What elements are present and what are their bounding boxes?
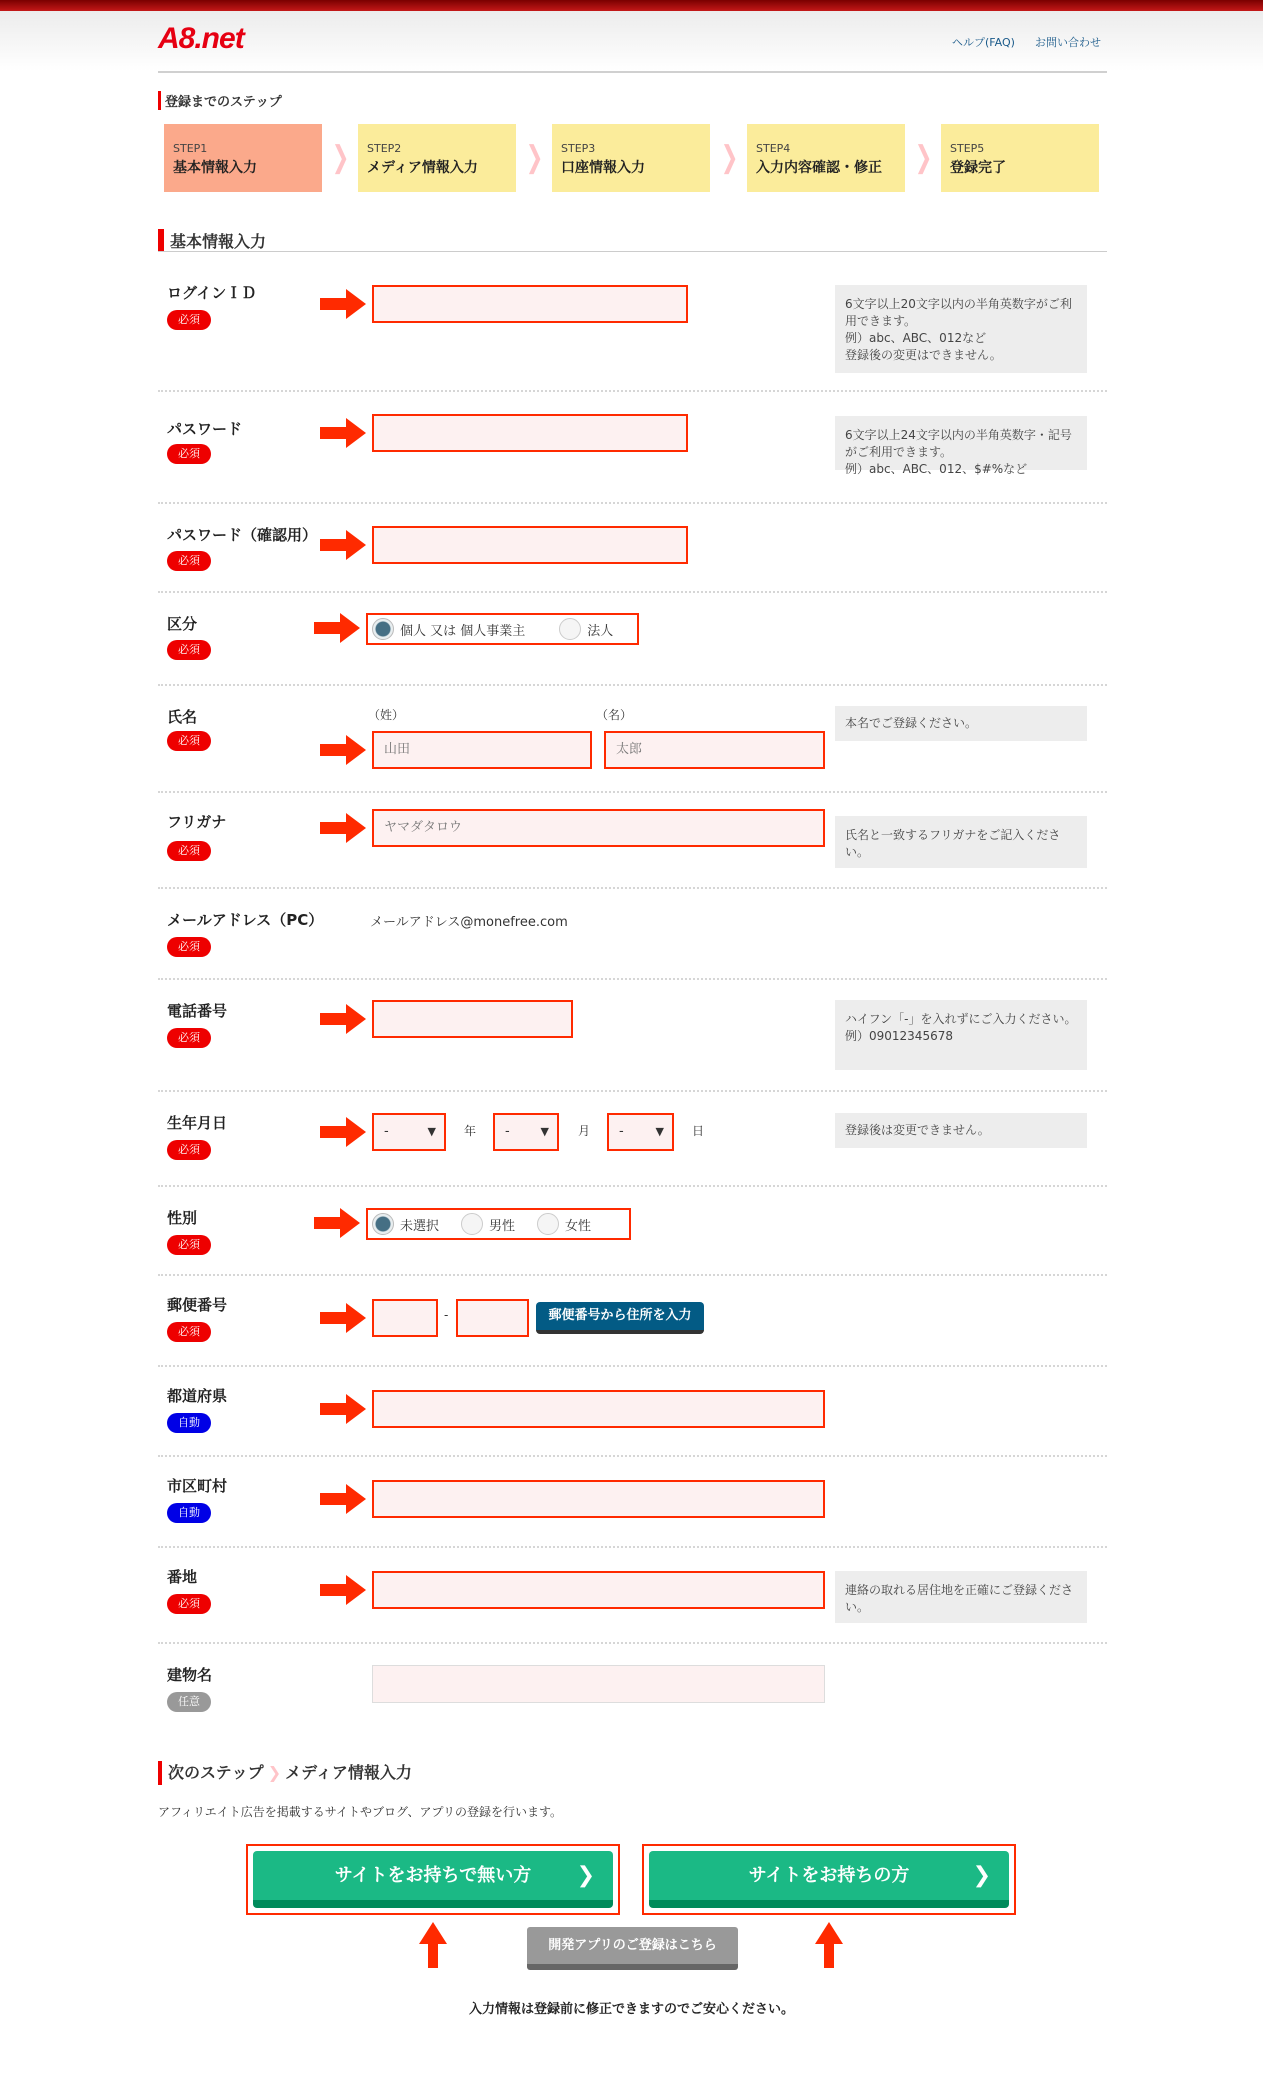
field-label: 氏名 xyxy=(167,708,198,726)
radio-individual[interactable] xyxy=(372,618,394,640)
required-badge: 必須 xyxy=(167,444,211,464)
field-label: 区分 xyxy=(167,615,198,633)
form-row-email xyxy=(158,889,1107,980)
building-input[interactable] xyxy=(372,1665,825,1703)
step-number: STEP5 xyxy=(950,142,985,155)
section-title: 基本情報入力 xyxy=(158,229,266,252)
form-row-password-confirm xyxy=(158,504,1107,593)
step-label: 基本情報入力 xyxy=(173,160,257,176)
step-label: メディア情報入力 xyxy=(367,160,478,176)
arrow-up-icon xyxy=(419,1922,447,1968)
step-2 xyxy=(358,124,516,192)
step-label: 入力内容確認・修正 xyxy=(756,160,882,176)
chevron-right-icon: ❯ xyxy=(576,1863,595,1888)
required-badge: 必須 xyxy=(167,310,211,330)
arrow-right-icon xyxy=(320,1394,366,1424)
help-line: 例）09012345678 xyxy=(845,1029,953,1043)
footer-note: 入力情報は登録前に修正できますのでご安心ください。 xyxy=(468,2002,794,2017)
form-row-login-id xyxy=(158,252,1107,392)
radio-corporation[interactable] xyxy=(559,618,581,640)
day-unit: 日 xyxy=(692,1124,705,1138)
form-row-building xyxy=(158,1644,1107,1734)
help-line: 例）abc、ABC、012など xyxy=(845,331,987,345)
form-row-category xyxy=(158,593,1107,686)
step-label: 登録完了 xyxy=(950,160,1006,176)
birth-day-select[interactable] xyxy=(607,1113,674,1151)
help-line: 6文字以上24文字以内の半角英数字・記号がご利用できます。 xyxy=(845,428,1072,459)
zip-separator: - xyxy=(444,1308,449,1322)
prefecture-input[interactable] xyxy=(372,1390,825,1428)
birth-year-select[interactable] xyxy=(372,1113,446,1151)
arrow-right-icon xyxy=(320,1484,366,1514)
arrow-right-icon xyxy=(320,1004,366,1034)
gender-radio-group xyxy=(366,1208,631,1240)
next-step-description: アフィリエイト広告を掲載するサイトやブログ、アプリの登録を行います。 xyxy=(158,1805,563,1819)
furigana-help: 氏名と一致するフリガナをご記入ください。 xyxy=(835,816,1087,868)
furigana-input[interactable]: ヤマダタロウ xyxy=(372,809,825,847)
required-badge: 必須 xyxy=(167,1235,211,1255)
button-label: サイトをお持ちで無い方 xyxy=(334,1865,532,1886)
has-site-button-frame xyxy=(642,1844,1016,1915)
required-badge: 必須 xyxy=(167,551,211,571)
field-label: 市区町村 xyxy=(167,1477,228,1495)
step-number: STEP2 xyxy=(367,142,402,155)
year-unit: 年 xyxy=(464,1124,477,1138)
arrow-right-icon xyxy=(320,1303,366,1333)
birthday-help: 登録後は変更できません。 xyxy=(835,1113,1087,1148)
field-label: 電話番号 xyxy=(167,1002,228,1020)
chevron-right-icon: ❯ xyxy=(972,1863,991,1888)
chevron-right-icon: ❯ xyxy=(525,140,544,175)
zip-first-input[interactable] xyxy=(372,1299,438,1337)
step-4 xyxy=(747,124,905,192)
login-id-help xyxy=(835,285,1087,373)
no-site-button[interactable] xyxy=(253,1851,613,1908)
next-step-name: メディア情報入力 xyxy=(285,1763,412,1782)
name-help: 本名でご登録ください。 xyxy=(835,706,1087,741)
form-row-birthday xyxy=(158,1092,1107,1187)
phone-help xyxy=(835,1000,1087,1070)
required-badge: 必須 xyxy=(167,937,211,957)
field-label: 郵便番号 xyxy=(167,1296,228,1314)
password-help xyxy=(835,416,1087,476)
field-label: フリガナ xyxy=(167,813,227,831)
field-label: 都道府県 xyxy=(167,1387,228,1405)
radio-label: 法人 xyxy=(587,623,614,639)
arrow-right-icon xyxy=(320,289,366,319)
a8-logo[interactable]: A8.net xyxy=(158,22,244,55)
dropdown-triangle-icon: ▼ xyxy=(655,1125,664,1138)
last-name-label: （姓） xyxy=(368,708,405,722)
password-confirm-input[interactable] xyxy=(372,526,688,564)
required-badge: 必須 xyxy=(167,1028,211,1048)
chevron-right-icon: ❯ xyxy=(267,1763,282,1782)
required-badge: 必須 xyxy=(167,1594,211,1614)
field-label: 生年月日 xyxy=(167,1114,228,1132)
required-badge: 必須 xyxy=(167,841,211,861)
required-badge: 必須 xyxy=(167,1140,211,1160)
password-input[interactable] xyxy=(372,414,688,452)
step-5 xyxy=(941,124,1099,192)
field-label: メールアドレス（PC） xyxy=(167,911,324,929)
chevron-right-icon: ❯ xyxy=(914,140,933,175)
form-row-address xyxy=(158,1548,1107,1644)
arrow-right-icon xyxy=(320,1117,366,1147)
form-row-city xyxy=(158,1457,1107,1548)
zip-second-input[interactable] xyxy=(456,1299,529,1337)
last-name-input[interactable]: 山田 xyxy=(372,731,592,769)
form-row-prefecture xyxy=(158,1367,1107,1457)
help-line: 登録後の変更はできません。 xyxy=(845,348,1002,362)
step-number: STEP3 xyxy=(561,142,596,155)
radio-label: 個人 又は 個人事業主 xyxy=(400,623,526,639)
next-step-heading xyxy=(158,1761,412,1785)
radio-label: 男性 xyxy=(489,1218,516,1234)
select-value: - xyxy=(505,1124,510,1139)
help-line: 6文字以上20文字以内の半角英数字がご利用できます。 xyxy=(845,297,1072,328)
form-row-zip xyxy=(158,1276,1107,1367)
arrow-right-icon xyxy=(320,1575,366,1605)
required-badge: 必須 xyxy=(167,640,211,660)
step-3 xyxy=(552,124,710,192)
phone-input[interactable] xyxy=(372,1000,573,1038)
top-bar xyxy=(0,0,1263,11)
first-name-label: （名） xyxy=(596,708,633,722)
month-unit: 月 xyxy=(578,1124,591,1138)
help-line: 例）abc、ABC、012、$#%など xyxy=(845,462,1028,476)
step-number: STEP4 xyxy=(756,142,791,155)
arrow-right-icon xyxy=(314,1208,360,1238)
arrow-up-icon xyxy=(815,1922,843,1968)
has-site-button[interactable] xyxy=(649,1851,1009,1908)
required-badge: 必須 xyxy=(167,1322,211,1342)
first-name-input[interactable]: 太郎 xyxy=(604,731,825,769)
field-label: パスワード xyxy=(167,420,243,438)
arrow-right-icon xyxy=(320,813,366,843)
chevron-right-icon: ❯ xyxy=(331,140,350,175)
button-label: サイトをお持ちの方 xyxy=(748,1865,910,1886)
arrow-right-icon xyxy=(314,613,360,643)
radio-label: 未選択 xyxy=(400,1218,440,1234)
address-help: 連絡の取れる居住地を正確にご登録ください。 xyxy=(835,1571,1087,1623)
select-value: - xyxy=(384,1124,389,1139)
birth-month-select[interactable] xyxy=(493,1113,559,1151)
no-site-button-frame xyxy=(246,1844,620,1915)
arrow-right-icon xyxy=(320,530,366,560)
step-label: 口座情報入力 xyxy=(561,160,645,176)
step-number: STEP1 xyxy=(173,142,208,155)
contact-link[interactable]: お問い合わせ xyxy=(1035,36,1101,49)
field-label: 性別 xyxy=(167,1209,198,1227)
form-row-furigana xyxy=(158,793,1107,889)
form-row-gender xyxy=(158,1187,1107,1276)
optional-badge: 任意 xyxy=(167,1692,211,1712)
field-label: パスワード（確認用） xyxy=(167,526,318,544)
zip-lookup-button[interactable]: 郵便番号から住所を入力 xyxy=(536,1302,704,1334)
auto-badge: 自動 xyxy=(167,1503,211,1523)
header-divider xyxy=(158,71,1107,73)
address-input[interactable] xyxy=(372,1571,825,1609)
auto-badge: 自動 xyxy=(167,1413,211,1433)
dropdown-triangle-icon: ▼ xyxy=(427,1125,436,1138)
steps-title: 登録までのステップ xyxy=(158,91,282,110)
form-row-password xyxy=(158,392,1107,504)
form-row-phone xyxy=(158,980,1107,1092)
dropdown-triangle-icon: ▼ xyxy=(540,1125,549,1138)
required-badge: 必須 xyxy=(167,731,211,751)
select-value: - xyxy=(619,1124,624,1139)
email-value: メールアドレス@monefree.com xyxy=(370,915,568,930)
radio-female[interactable] xyxy=(537,1213,559,1235)
field-label: 番地 xyxy=(167,1568,198,1586)
field-label: 建物名 xyxy=(167,1666,213,1684)
category-radio-group xyxy=(366,613,639,645)
radio-male[interactable] xyxy=(461,1213,483,1235)
help-faq-link[interactable]: ヘルプ(FAQ) xyxy=(952,36,1015,49)
city-input[interactable] xyxy=(372,1480,825,1518)
next-step-title: 次のステップ xyxy=(168,1763,264,1782)
form-row-name xyxy=(158,686,1107,793)
step-1 xyxy=(164,124,322,192)
arrow-right-icon xyxy=(320,735,366,765)
app-registration-button[interactable]: 開発アプリのご登録はこちら xyxy=(527,1927,738,1970)
arrow-right-icon xyxy=(320,418,366,448)
radio-unselected[interactable] xyxy=(372,1213,394,1235)
field-label: ログインＩＤ xyxy=(167,284,257,302)
radio-label: 女性 xyxy=(565,1218,592,1234)
chevron-right-icon: ❯ xyxy=(720,140,739,175)
login-id-input[interactable] xyxy=(372,285,688,323)
help-line: ハイフン「-」を入れずにご入力ください。 xyxy=(845,1012,1077,1026)
